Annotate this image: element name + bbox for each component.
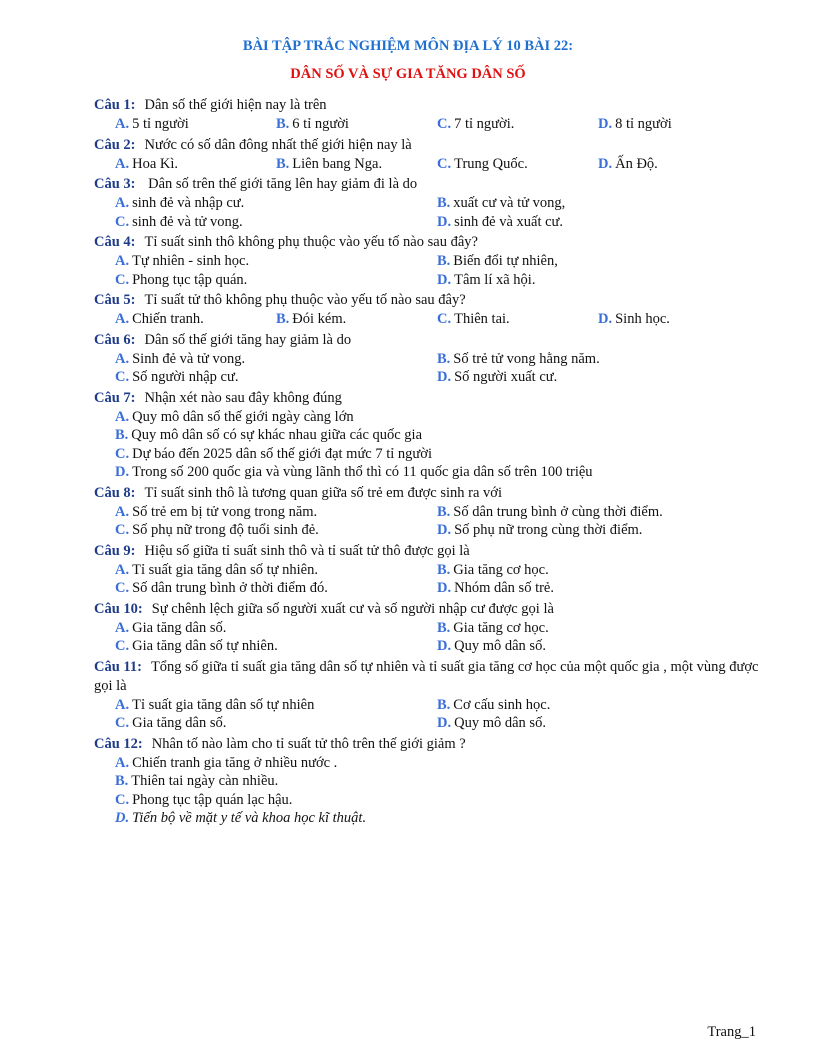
question-label: Câu 10: <box>94 600 143 617</box>
answer-options <box>94 252 766 289</box>
answer-option <box>115 714 437 733</box>
question-stem <box>94 735 766 754</box>
answer-option <box>598 155 759 174</box>
question-label: Câu 5: <box>94 292 136 308</box>
answer-option <box>437 213 759 232</box>
option-text: Tự nhiên - sinh học. <box>132 253 250 269</box>
question-text: Nhận xét nào sau đây không đúng <box>144 389 342 406</box>
option-text: Sinh đẻ và tử vong. <box>132 350 246 367</box>
answer-option <box>115 521 437 540</box>
option-letter: B. <box>437 350 451 367</box>
option-letter: B. <box>437 696 451 713</box>
answer-option <box>115 252 437 271</box>
answer-option <box>437 194 759 213</box>
option-letter: C. <box>437 116 452 132</box>
answer-options <box>94 503 766 540</box>
answer-options <box>94 310 766 329</box>
option-text: Số phụ nữ trong độ tuổi sinh đẻ. <box>132 522 319 538</box>
answer-options <box>94 619 766 656</box>
option-letter: D. <box>437 369 452 385</box>
option-letter: A. <box>115 696 130 713</box>
answer-option <box>437 637 759 656</box>
answer-options <box>94 408 766 482</box>
answer-option <box>437 310 598 329</box>
answer-option <box>115 445 755 464</box>
answer-option <box>115 213 437 232</box>
answer-option <box>115 368 437 387</box>
answer-option <box>437 350 759 369</box>
question-stem <box>94 291 766 310</box>
option-letter: B. <box>115 427 129 443</box>
question-stem <box>94 96 766 115</box>
answer-option <box>115 561 437 580</box>
option-letter: A. <box>115 155 130 172</box>
page-number: Trang_1 <box>707 1024 756 1040</box>
question-stem <box>94 542 766 561</box>
option-text: Sinh học. <box>615 311 670 327</box>
answer-option <box>276 115 437 134</box>
worksheet-title: BÀI TẬP TRẮC NGHIỆM MÔN ĐỊA LÝ 10 BÀI 22: <box>242 38 574 54</box>
question-1 <box>94 96 766 134</box>
question-label: Câu 8: <box>94 484 136 501</box>
answer-option <box>115 619 437 638</box>
option-text: Tâm lí xã hội. <box>454 271 536 288</box>
option-letter: A. <box>115 311 130 327</box>
answer-options <box>94 115 766 134</box>
option-text: Gia tăng cơ học. <box>453 561 549 578</box>
option-text: Số phụ nữ trong cùng thời điểm. <box>454 522 643 538</box>
option-text: Nhóm dân số trẻ. <box>454 580 554 596</box>
option-letter: B. <box>276 155 290 172</box>
option-letter: D. <box>115 810 130 826</box>
option-text: Quy mô dân số. <box>454 715 546 731</box>
option-letter: A. <box>115 754 130 771</box>
option-letter: C. <box>115 271 130 288</box>
option-letter: D. <box>598 311 613 327</box>
question-12 <box>94 735 766 828</box>
option-text: 7 tỉ người. <box>454 116 515 132</box>
option-letter: C. <box>115 580 130 596</box>
option-text: Quy mô dân số có sự khác nhau giữa các quốc gia <box>131 427 423 443</box>
question-stem <box>94 484 766 503</box>
option-letter: D. <box>437 638 452 654</box>
option-letter: B. <box>437 195 451 211</box>
answer-option <box>115 463 755 482</box>
option-text: Biến đổi tự nhiên, <box>453 253 558 269</box>
question-label: Câu 12: <box>94 735 143 752</box>
option-letter: D. <box>437 213 452 230</box>
option-letter: B. <box>276 116 290 132</box>
option-text: Chiến tranh. <box>132 311 204 327</box>
answer-option <box>437 155 598 174</box>
question-text: Tỉ suất tử thô không phụ thuộc vào yếu tố nào sau đây? <box>144 292 466 308</box>
answer-option <box>115 194 437 213</box>
answer-option <box>115 772 755 791</box>
option-text: Số dân trung bình ở cùng thời điểm. <box>453 503 663 520</box>
option-text: Số người xuất cư. <box>454 369 558 385</box>
option-letter: C. <box>115 369 130 385</box>
answer-option <box>115 310 276 329</box>
question-list <box>94 96 766 828</box>
question-label: Câu 3: <box>94 176 136 192</box>
question-label: Câu 6: <box>94 331 136 348</box>
question-stem <box>94 175 766 194</box>
option-letter: C. <box>115 445 130 462</box>
option-text: Thiên tai ngày càn nhiều. <box>131 773 279 789</box>
option-text: Tỉ suất gia tăng dân số tự nhiên <box>132 696 315 713</box>
option-text: Số trẻ em bị tử vong trong năm. <box>132 503 318 520</box>
question-label: Câu 1: <box>94 97 136 113</box>
answer-option <box>115 115 276 134</box>
question-label: Câu 2: <box>94 136 136 153</box>
answer-option <box>437 561 759 580</box>
answer-option <box>115 579 437 598</box>
option-text: Thiên tai. <box>454 311 510 327</box>
answer-option <box>437 619 759 638</box>
question-label: Câu 7: <box>94 389 136 406</box>
worksheet-subtitle: DÂN SỐ VÀ SỰ GIA TĂNG DÂN SỐ <box>290 66 526 82</box>
option-letter: C. <box>115 791 130 808</box>
answer-option <box>115 696 437 715</box>
option-text: 6 tỉ người <box>292 116 349 132</box>
option-letter: A. <box>115 195 130 211</box>
question-text: Nhân tố nào làm cho tỉ suất tử thô trên thế giới giảm ? <box>151 735 466 752</box>
question-9 <box>94 542 766 598</box>
answer-options <box>94 696 766 733</box>
option-letter: B. <box>437 619 451 636</box>
option-text: Ấn Độ. <box>615 155 658 172</box>
answer-option <box>437 696 759 715</box>
option-text: Dự báo đến 2025 dân số thế giới đạt mức 7 tỉ người <box>132 445 432 462</box>
option-letter: B. <box>437 503 451 520</box>
option-letter: D. <box>115 464 130 480</box>
option-text: xuất cư và tử vong, <box>453 195 566 211</box>
question-stem <box>94 233 766 252</box>
option-text: Gia tăng dân số. <box>132 619 227 636</box>
option-letter: A. <box>115 619 130 636</box>
question-7 <box>94 389 766 482</box>
option-text: Cơ cấu sinh học. <box>453 696 551 713</box>
option-text: Gia tăng dân số. <box>132 715 227 731</box>
answer-option <box>598 115 759 134</box>
option-text: Phong tục tập quán lạc hậu. <box>132 791 293 808</box>
option-text: Liên bang Nga. <box>292 155 383 172</box>
answer-option <box>437 714 759 733</box>
option-letter: A. <box>115 503 130 520</box>
option-text: Số người nhập cư. <box>132 369 239 385</box>
option-text: Số trẻ tử vong hằng năm. <box>453 350 600 367</box>
question-text: Nước có số dân đông nhất thế giới hiện nay là <box>144 136 412 153</box>
option-letter: A. <box>115 561 130 578</box>
option-text: Đói kém. <box>292 311 347 327</box>
answer-option <box>115 271 437 290</box>
option-letter: D. <box>437 271 452 288</box>
option-letter: C. <box>115 522 130 538</box>
option-text: Trong số 200 quốc gia và vùng lãnh thổ thì có 11 quốc gia dân số trên 100 triệu <box>132 464 593 480</box>
answer-option <box>115 350 437 369</box>
answer-option <box>276 310 437 329</box>
question-5 <box>94 291 766 329</box>
option-text: Chiến tranh gia tăng ở nhiều nước . <box>132 754 338 771</box>
answer-option <box>115 155 276 174</box>
question-text: Dân số thế giới hiện nay là trên <box>144 97 327 113</box>
question-label: Câu 4: <box>94 234 136 250</box>
option-text: Phong tục tập quán. <box>132 271 248 288</box>
question-11 <box>94 658 766 733</box>
answer-option <box>276 155 437 174</box>
option-text: Trung Quốc. <box>454 155 528 172</box>
option-letter: A. <box>115 408 130 425</box>
option-text: Gia tăng dân số tự nhiên. <box>132 638 278 654</box>
question-4 <box>94 233 766 289</box>
option-text: Tỉ suất gia tăng dân số tự nhiên. <box>132 561 318 578</box>
option-letter: A. <box>115 253 130 269</box>
answer-option <box>437 252 759 271</box>
question-stem <box>94 136 766 155</box>
option-letter: B. <box>276 311 290 327</box>
option-text: sinh đẻ và xuất cư. <box>454 213 564 230</box>
question-text: Hiệu số giữa tỉ suất sinh thô và tỉ suất tử thô được gọi là <box>144 542 470 559</box>
question-stem <box>94 658 766 696</box>
option-letter: C. <box>437 155 452 172</box>
question-text: Tỉ suất sinh thô là tương quan giữa số trẻ em được sinh ra với <box>144 484 502 501</box>
option-letter: D. <box>437 715 452 731</box>
option-text: sinh đẻ và nhập cư. <box>132 195 245 211</box>
option-letter: C. <box>437 311 452 327</box>
option-text: Quy mô dân số. <box>454 638 546 654</box>
option-letter: B. <box>437 253 451 269</box>
question-label: Câu 9: <box>94 542 136 559</box>
answer-options <box>94 561 766 598</box>
option-text: Tiến bộ về mặt y tế và khoa học kĩ thuật. <box>132 810 367 826</box>
option-letter: D. <box>437 580 452 596</box>
answer-option <box>115 426 755 445</box>
option-text: 8 tỉ người <box>615 116 672 132</box>
option-letter: C. <box>115 638 130 654</box>
answer-option <box>437 271 759 290</box>
answer-options <box>94 194 766 231</box>
option-letter: D. <box>598 116 613 132</box>
question-text: Dân số thế giới tăng hay giảm là do <box>144 331 352 348</box>
answer-option <box>115 791 755 810</box>
option-letter: A. <box>115 116 130 132</box>
question-6 <box>94 331 766 387</box>
answer-option <box>437 115 598 134</box>
answer-option <box>598 310 759 329</box>
option-letter: B. <box>115 773 129 789</box>
answer-options <box>94 754 766 828</box>
answer-option <box>115 809 755 828</box>
option-text: Quy mô dân số thế giới ngày càng lớn <box>132 408 354 425</box>
question-8 <box>94 484 766 540</box>
answer-option <box>115 408 755 427</box>
option-letter: D. <box>598 155 613 172</box>
option-text: Hoa Kì. <box>132 155 179 172</box>
option-letter: D. <box>437 522 452 538</box>
answer-options <box>94 155 766 174</box>
option-text: sinh đẻ và tử vong. <box>132 213 243 230</box>
answer-option <box>437 521 759 540</box>
question-stem <box>94 331 766 350</box>
answer-option <box>115 637 437 656</box>
question-text: Tỉ suất sinh thô không phụ thuộc vào yếu tố nào sau đây? <box>144 234 478 250</box>
option-text: 5 tỉ người <box>132 116 189 132</box>
answer-option <box>437 503 759 522</box>
question-stem <box>94 600 766 619</box>
option-text: Số dân trung bình ở thời điểm đó. <box>132 580 328 596</box>
question-10 <box>94 600 766 656</box>
answer-option <box>115 503 437 522</box>
option-text: Gia tăng cơ học. <box>453 619 549 636</box>
question-label: Câu 11: <box>94 658 142 675</box>
option-letter: B. <box>437 561 451 578</box>
question-text: Sự chênh lệch giữa số người xuất cư và số người nhập cư được gọi là <box>151 600 554 617</box>
question-3 <box>94 175 766 231</box>
question-2 <box>94 136 766 174</box>
question-text: Tổng số giữa tỉ suất gia tăng dân số tự nhiên và tỉ suất gia tăng cơ học của một quốc gia , một vùng được gọi là <box>94 658 759 694</box>
option-letter: C. <box>115 213 130 230</box>
answer-option <box>115 754 755 773</box>
question-text: Dân số trên thế giới tăng lên hay giảm đi là do <box>144 176 418 192</box>
answer-option <box>437 368 759 387</box>
option-letter: C. <box>115 715 130 731</box>
option-letter: A. <box>115 350 130 367</box>
answer-options <box>94 350 766 387</box>
question-stem <box>94 389 766 408</box>
answer-option <box>437 579 759 598</box>
